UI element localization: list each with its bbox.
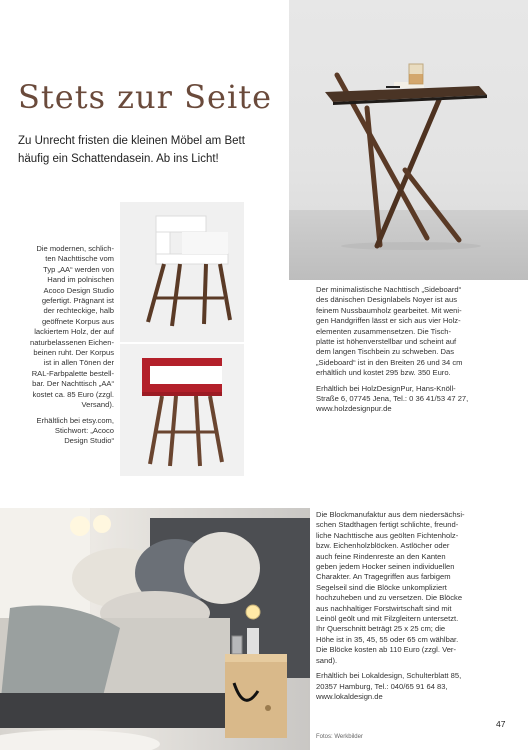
caption-line: Die Blöcke kosten ab 110 Euro (zzgl. Ver- (316, 645, 456, 655)
caption-line: Segelseil sind die Blöcke unkompliziert (316, 582, 447, 592)
caption-line: dem langen Tischbein zu schweben. Das (316, 347, 455, 357)
caption-line: Höhe ist in 35, 45, 55 oder 65 cm wählbar. (316, 634, 459, 644)
caption-source-line: Erhältlich bei Lokaldesign, Schulterblatt 85, (316, 671, 462, 681)
sideboard-photo (289, 0, 528, 280)
caption-line: beinen ruht. Der Korpus (33, 348, 114, 358)
caption-line: gen Handgriffen lässt er sich aus vier Holz- (316, 316, 461, 326)
caption-source-line: www.holzdesignpur.de (316, 404, 392, 414)
caption-line: platte ist höhenverstellbar und scheint auf (316, 337, 457, 347)
caption-source-line: Erhältlich bei etsy.com, (36, 415, 114, 425)
caption-source-line: www.lokaldesign.de (316, 691, 383, 701)
caption-line: Der minimalistische Nachttisch „Sideboard“ (316, 285, 462, 294)
caption-source-line: Erhältlich bei HolzDesignPur, Hans-Knöll- (316, 383, 456, 393)
caption-line: schen Stadthagen fertigt schlichte, freund- (316, 520, 459, 530)
caption-line: ist in allen Tönen der (43, 358, 114, 368)
caption-line: Ihr Querschnitt beträgt 25 x 25 cm; die (316, 624, 446, 634)
caption-source-line: Stichwort: „Acoco (54, 425, 114, 435)
lead-line: häufig ein Schattendasein. Ab ins Licht! (18, 153, 219, 165)
caption-block (316, 510, 516, 702)
caption-line: Charakter. An Tragegriffen aus farbigem (316, 572, 451, 582)
caption-line: erhältlich und kostet 295 bzw. 350 Euro. (316, 368, 451, 378)
aa-red-illustration (120, 344, 244, 476)
aa-red-photo (120, 344, 244, 476)
caption-line: Hand im polnischen (47, 275, 114, 285)
caption-line: feinem Nussbaumholz gearbeitet. Mit weni- (316, 305, 462, 315)
caption-line: des dänischen Designlabels Noyer ist aus (316, 295, 457, 305)
caption-line: naturbelassenen Eichen- (29, 337, 114, 347)
lead-text (18, 132, 278, 168)
caption-line: geöffnete Korpus aus (41, 316, 114, 326)
caption-source-line: Straße 6, 07745 Jena, Tel.: 0 36 41/53 47 27, (316, 394, 469, 404)
bedroom-illustration (0, 508, 310, 750)
page-number: 47 (496, 719, 506, 729)
caption-line: Versand). (81, 400, 114, 410)
caption-line: ten Nachttische vom (45, 254, 114, 264)
caption-source-line: Design Studio“ (64, 436, 114, 446)
caption-source-line: 20357 Hamburg, Tel.: 040/65 91 64 83, (316, 681, 448, 691)
caption-line: kostet ca. 85 Euro (zzgl. (32, 389, 114, 399)
page-title: Stets zur Seite (18, 78, 272, 116)
caption-line: „Sideboard“ ist in den Breiten 26 und 34 cm (316, 357, 463, 367)
caption-line: Typ „AA“ werden von (43, 264, 114, 274)
caption-line: lackiertem Holz, der auf (34, 327, 114, 337)
photo-credit: Fotos: Werkbilder (316, 734, 363, 740)
caption-line: elementen zusammensetzen. Die Tisch- (316, 326, 452, 336)
bedroom-photo (0, 508, 310, 750)
caption-line: geben jedem Hocker seinen individuellen (316, 562, 455, 572)
caption-line: Die modernen, schlich- (36, 244, 114, 253)
sideboard-illustration (289, 0, 528, 280)
caption-line: Leinöl geölt und mit Filzgleitern untersetzt. (316, 614, 459, 624)
caption-line: aus nachhaltiger Forstwirtschaft sind mit (316, 603, 452, 613)
caption-aa (18, 244, 114, 447)
caption-line: RAL-Farbpalette bestell- (31, 368, 114, 378)
caption-line: der rechteckige, halb (43, 306, 114, 316)
caption-line: Die Blockmanufaktur aus dem niedersächsi- (316, 510, 465, 519)
caption-line: Acoco Design Studio (43, 285, 114, 295)
caption-line: gefertigt. Prägnant ist (41, 296, 114, 306)
caption-line: sand). (316, 655, 338, 665)
caption-sideboard (316, 285, 516, 415)
aa-white-photo (120, 202, 244, 342)
caption-line: hochzuheben und zu versetzen. Die Blöcke (316, 593, 463, 603)
caption-line: auch feine Rindenreste an den Kanten (316, 551, 446, 561)
caption-line: bar. Der Nachttisch „AA“ (32, 379, 114, 389)
caption-line: bzw. Eichenholzblöcken. Astlöcher oder (316, 541, 450, 551)
caption-line: liche Nachttische aus geölten Fichtenholz- (316, 530, 459, 540)
lead-line: Zu Unrecht fristen die kleinen Möbel am Bett (18, 135, 245, 147)
aa-white-illustration (120, 202, 244, 342)
